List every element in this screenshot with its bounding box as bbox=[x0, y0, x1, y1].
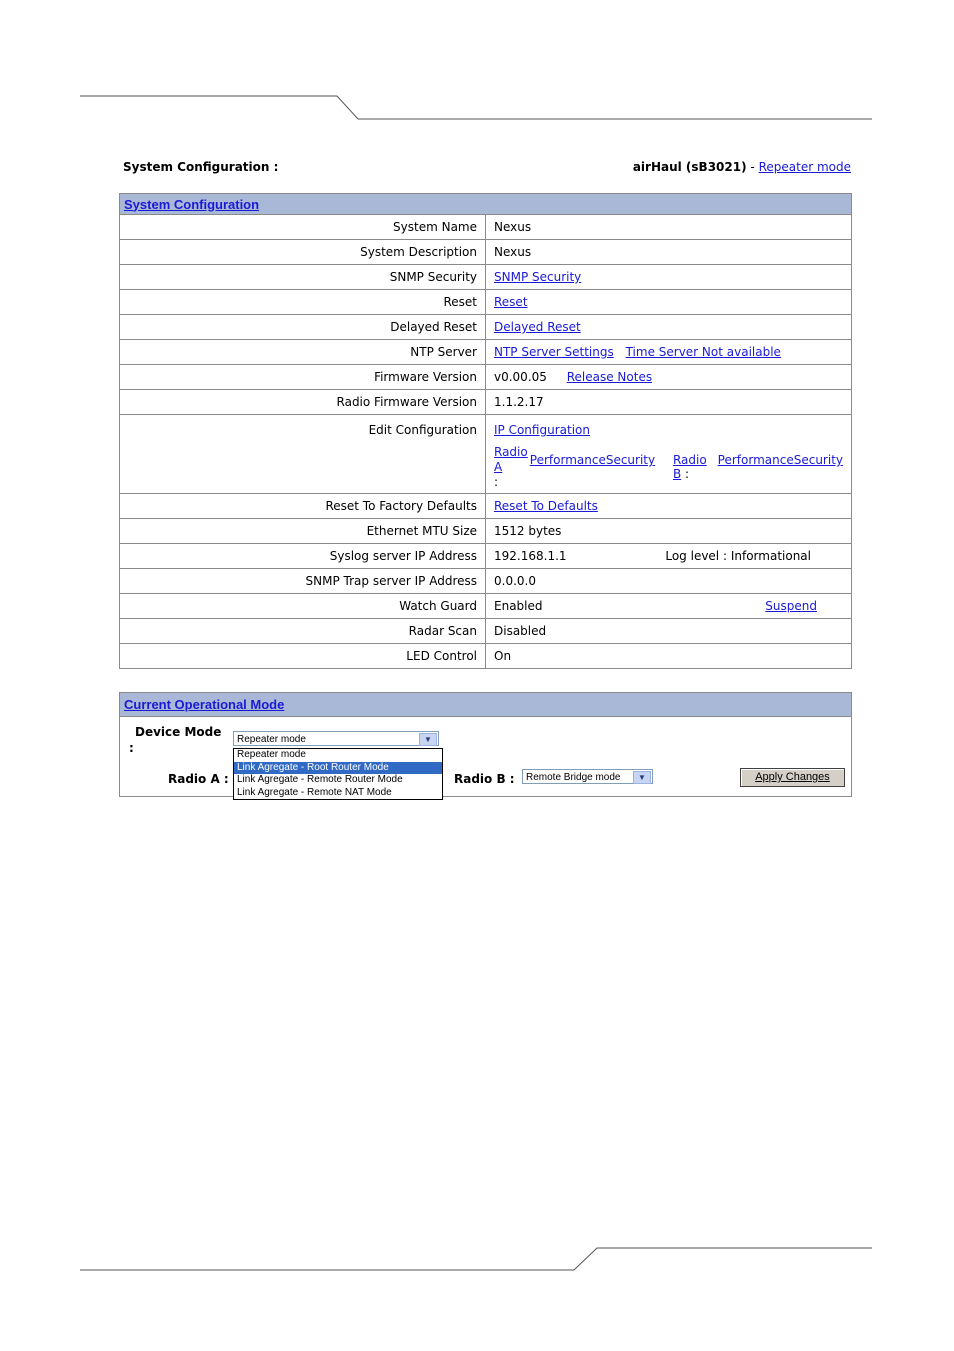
dropdown-option[interactable]: Repeater mode bbox=[237, 749, 306, 760]
table-row bbox=[120, 315, 852, 340]
log-level-value: : Informational bbox=[722, 549, 811, 563]
radar-scan-value: Disabled bbox=[486, 619, 852, 644]
suspend-link[interactable]: Suspend bbox=[765, 599, 817, 613]
table-row bbox=[120, 494, 852, 519]
ntp-server-label: NTP Server bbox=[120, 340, 486, 365]
device-mode-selected-value: Repeater mode bbox=[237, 734, 306, 745]
table-row bbox=[120, 365, 852, 390]
radio-a-mode-label: Radio A : bbox=[168, 772, 229, 786]
device-info bbox=[633, 160, 851, 174]
snmp-trap-value: 0.0.0.0 bbox=[486, 569, 852, 594]
radio-b-mode-select[interactable] bbox=[522, 769, 653, 784]
snmp-security-label: SNMP Security bbox=[120, 265, 486, 290]
table-row bbox=[120, 619, 852, 644]
radar-scan-label: Radar Scan bbox=[120, 619, 486, 644]
radio-b-performance-link[interactable]: Performance bbox=[717, 453, 794, 467]
syslog-label: Syslog server IP Address bbox=[120, 544, 486, 569]
watch-guard-value: Enabled bbox=[494, 599, 543, 613]
operational-mode-panel bbox=[119, 692, 852, 797]
page-title: System Configuration : bbox=[123, 160, 279, 174]
syslog-value: 192.168.1.1 bbox=[494, 549, 567, 563]
ntp-server-settings-link[interactable]: NTP Server Settings bbox=[494, 345, 614, 359]
dropdown-option[interactable]: Link Agregate - Remote NAT Mode bbox=[237, 786, 392, 798]
table-row bbox=[120, 519, 852, 544]
firmware-version-value: v0.00.05 bbox=[494, 370, 547, 384]
device-mode-select[interactable] bbox=[233, 731, 439, 746]
radio-firmware-label: Radio Firmware Version bbox=[120, 390, 486, 415]
reset-label: Reset bbox=[120, 290, 486, 315]
led-control-value: On bbox=[486, 644, 852, 669]
radio-a-security-link[interactable]: Security bbox=[605, 453, 656, 467]
system-name-label: System Name bbox=[120, 215, 486, 240]
table-row bbox=[120, 265, 852, 290]
dropdown-option[interactable]: Link Agregate - Remote Router Mode bbox=[237, 774, 403, 785]
table-row bbox=[120, 390, 852, 415]
system-description-value: Nexus bbox=[486, 240, 852, 265]
radio-firmware-value: 1.1.2.17 bbox=[486, 390, 852, 415]
radio-a-link[interactable]: Radio A bbox=[494, 445, 528, 474]
table-row bbox=[120, 569, 852, 594]
device-mode-colon: : bbox=[129, 741, 134, 755]
chevron-down-icon[interactable]: ▼ bbox=[419, 733, 437, 746]
table-row bbox=[120, 644, 852, 669]
ip-configuration-link[interactable]: IP Configuration bbox=[494, 423, 590, 437]
watch-guard-label: Watch Guard bbox=[120, 594, 486, 619]
mtu-value: 1512 bytes bbox=[486, 519, 852, 544]
table-row bbox=[120, 290, 852, 315]
system-name-value: Nexus bbox=[486, 215, 852, 240]
factory-defaults-label: Reset To Factory Defaults bbox=[120, 494, 486, 519]
release-notes-link[interactable]: Release Notes bbox=[566, 370, 653, 384]
system-configuration-table bbox=[119, 193, 852, 669]
table-row bbox=[120, 215, 852, 240]
snmp-security-link[interactable]: SNMP Security bbox=[494, 270, 582, 284]
dropdown-option-highlighted[interactable]: Link Agregate - Root Router Mode bbox=[234, 762, 442, 775]
log-level-label: Log level bbox=[665, 549, 720, 563]
radio-b-security-link[interactable]: Security bbox=[793, 453, 843, 467]
table-row bbox=[120, 340, 852, 365]
apply-changes-button[interactable]: Apply Changes bbox=[740, 768, 845, 787]
system-description-label: System Description bbox=[120, 240, 486, 265]
chevron-down-icon[interactable]: ▼ bbox=[633, 771, 651, 784]
delayed-reset-label: Delayed Reset bbox=[120, 315, 486, 340]
snmp-trap-label: SNMP Trap server IP Address bbox=[120, 569, 486, 594]
radio-b-mode-value: Remote Bridge mode bbox=[526, 772, 621, 783]
system-configuration-title-link[interactable]: System Configuration bbox=[124, 196, 260, 212]
device-model: airHaul (sB3021) bbox=[632, 160, 747, 174]
device-mode-label: Device Mode bbox=[135, 725, 222, 739]
separator: - bbox=[750, 160, 755, 174]
radio-b-colon: : bbox=[685, 467, 690, 481]
edit-configuration-label: Edit Configuration bbox=[120, 415, 486, 494]
radio-a-colon: : bbox=[494, 475, 499, 489]
radio-a-performance-link[interactable]: Performance bbox=[529, 453, 606, 467]
led-control-label: LED Control bbox=[120, 644, 486, 669]
device-mode-dropdown-list bbox=[233, 748, 443, 800]
table-row bbox=[120, 544, 852, 569]
delayed-reset-link[interactable]: Delayed Reset bbox=[494, 320, 581, 334]
table-row bbox=[120, 594, 852, 619]
table-row bbox=[120, 415, 852, 494]
mode-link[interactable]: Repeater mode bbox=[758, 160, 851, 174]
radio-b-mode-label: Radio B : bbox=[454, 772, 515, 786]
firmware-version-label: Firmware Version bbox=[120, 365, 486, 390]
radio-b-link[interactable]: Radio B bbox=[672, 453, 707, 481]
reset-to-defaults-link[interactable]: Reset To Defaults bbox=[494, 499, 598, 513]
table-row bbox=[120, 240, 852, 265]
operational-mode-title-link[interactable]: Current Operational Mode bbox=[124, 697, 285, 712]
time-server-link[interactable]: Time Server Not available bbox=[625, 345, 781, 359]
mtu-label: Ethernet MTU Size bbox=[120, 519, 486, 544]
reset-link[interactable]: Reset bbox=[494, 295, 528, 309]
